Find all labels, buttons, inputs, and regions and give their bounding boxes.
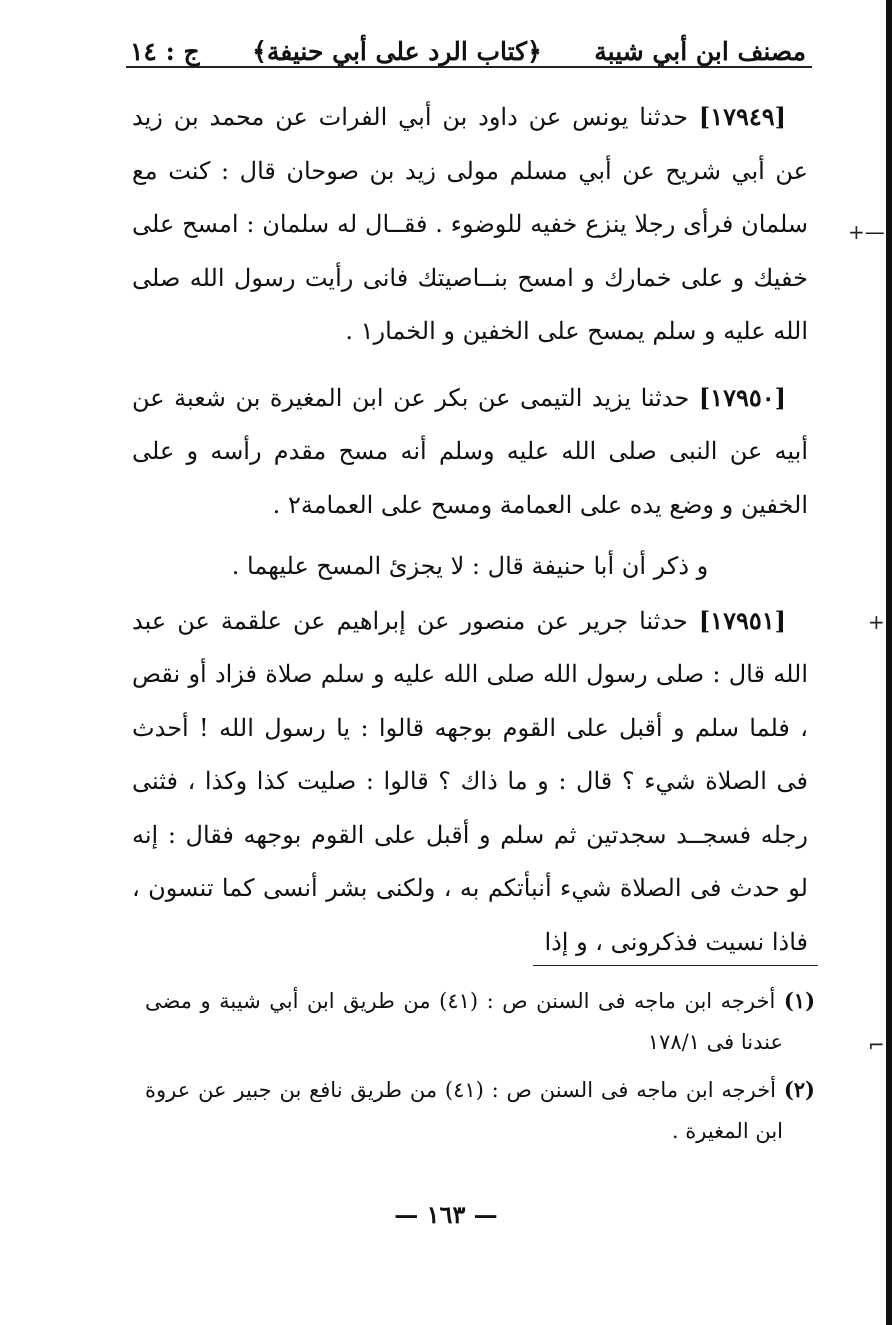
footnote-marker: (١)	[783, 988, 815, 1013]
footnote-text: أخرجه ابن ماجه فى السنن ص : (٤١) من طريق ابن أبي شيبة و مضى عندنا فى ١٧٨/١	[145, 989, 783, 1054]
page-header	[130, 22, 806, 64]
footnote-marker: (٢)	[783, 1077, 815, 1102]
header-rule	[126, 66, 812, 68]
main-text	[132, 90, 808, 969]
hadith-number: [١٧٩٥١]	[698, 605, 786, 635]
footnote-text: أخرجه ابن ماجه فى السنن ص : (٤١) من طريق نافع بن جبير عن عروة ابن المغيرة .	[145, 1078, 783, 1143]
footnote	[145, 980, 815, 1063]
scan-registration-mark: +	[868, 610, 885, 634]
footnotes	[145, 980, 815, 1158]
scan-registration-mark: ⌐	[868, 1033, 885, 1057]
hadith-number: [١٧٩٤٩]	[698, 102, 786, 131]
book-title: ﴿كتاب الرد على أبي حنيفة﴾	[252, 37, 542, 66]
scan-registration-mark: —+	[848, 220, 885, 244]
hadith-number: [١٧٩٥٠]	[698, 382, 786, 412]
hadith-text: حدثنا جرير عن منصور عن إبراهيم عن علقمة عن عبد الله قال : صلى رسول الله صلى الله عليه و سلم صلاة فزاد أو نقص ، فلما سلم و أقبل على القوم بوجهه قالوا : يا رسول الله ! أحدث فى الصلاة شيء ؟ قال : و ما ذاك ؟ قالوا : صليت كذا وكذا ، فثنى رجله فسجــد سجدتين ثم سلم و أقبل على القوم بوجهه فقال : إنه لو حدث فى الصلاة شيء أنبأتكم به ، ولكنى بشر أنسى كما تنسون ، فاذا نسيت فذكرونى ، و إذا	[132, 606, 808, 956]
hadith-paragraph	[132, 371, 808, 533]
scan-edge-shadow	[886, 0, 892, 1325]
hadith-paragraph	[132, 90, 808, 359]
volume-number: ج : ١٤	[130, 37, 200, 66]
hadith-text: حدثنا يونس عن داود بن أبي الفرات عن محمد بن زيد عن أبي شريح عن أبي مسلم مولى زيد بن صوحان قال : كنت مع سلمان فرأى رجلا ينزع خفيه للوضوء . فقــال له سلمان : امسح على خفيك و على خمارك و امسح بنــاصيتك فانى رأيت رسول الله صلى الله عليه و سلم يمسح على الخفين و الخمار١ .	[132, 103, 808, 345]
footnote	[145, 1069, 815, 1152]
footnote-rule	[533, 965, 818, 966]
hadith-paragraph	[132, 594, 808, 970]
page-number: — ١٦٣ —	[394, 1200, 498, 1229]
hadith-text: حدثنا يزيد التيمى عن بكر عن ابن المغيرة بن شعبة عن أبيه عن النبى صلى الله عليه وسلم أنه مسح مقدم رأسه و على الخفين و وضع يده على العمامة ومسح على العمامة٢ .	[132, 383, 808, 519]
abu-hanifa-statement: و ذكر أن أبا حنيفة قال : لا يجزئ المسح عليهما .	[231, 552, 709, 580]
running-title: مصنف ابن أبي شيبة	[594, 37, 806, 66]
